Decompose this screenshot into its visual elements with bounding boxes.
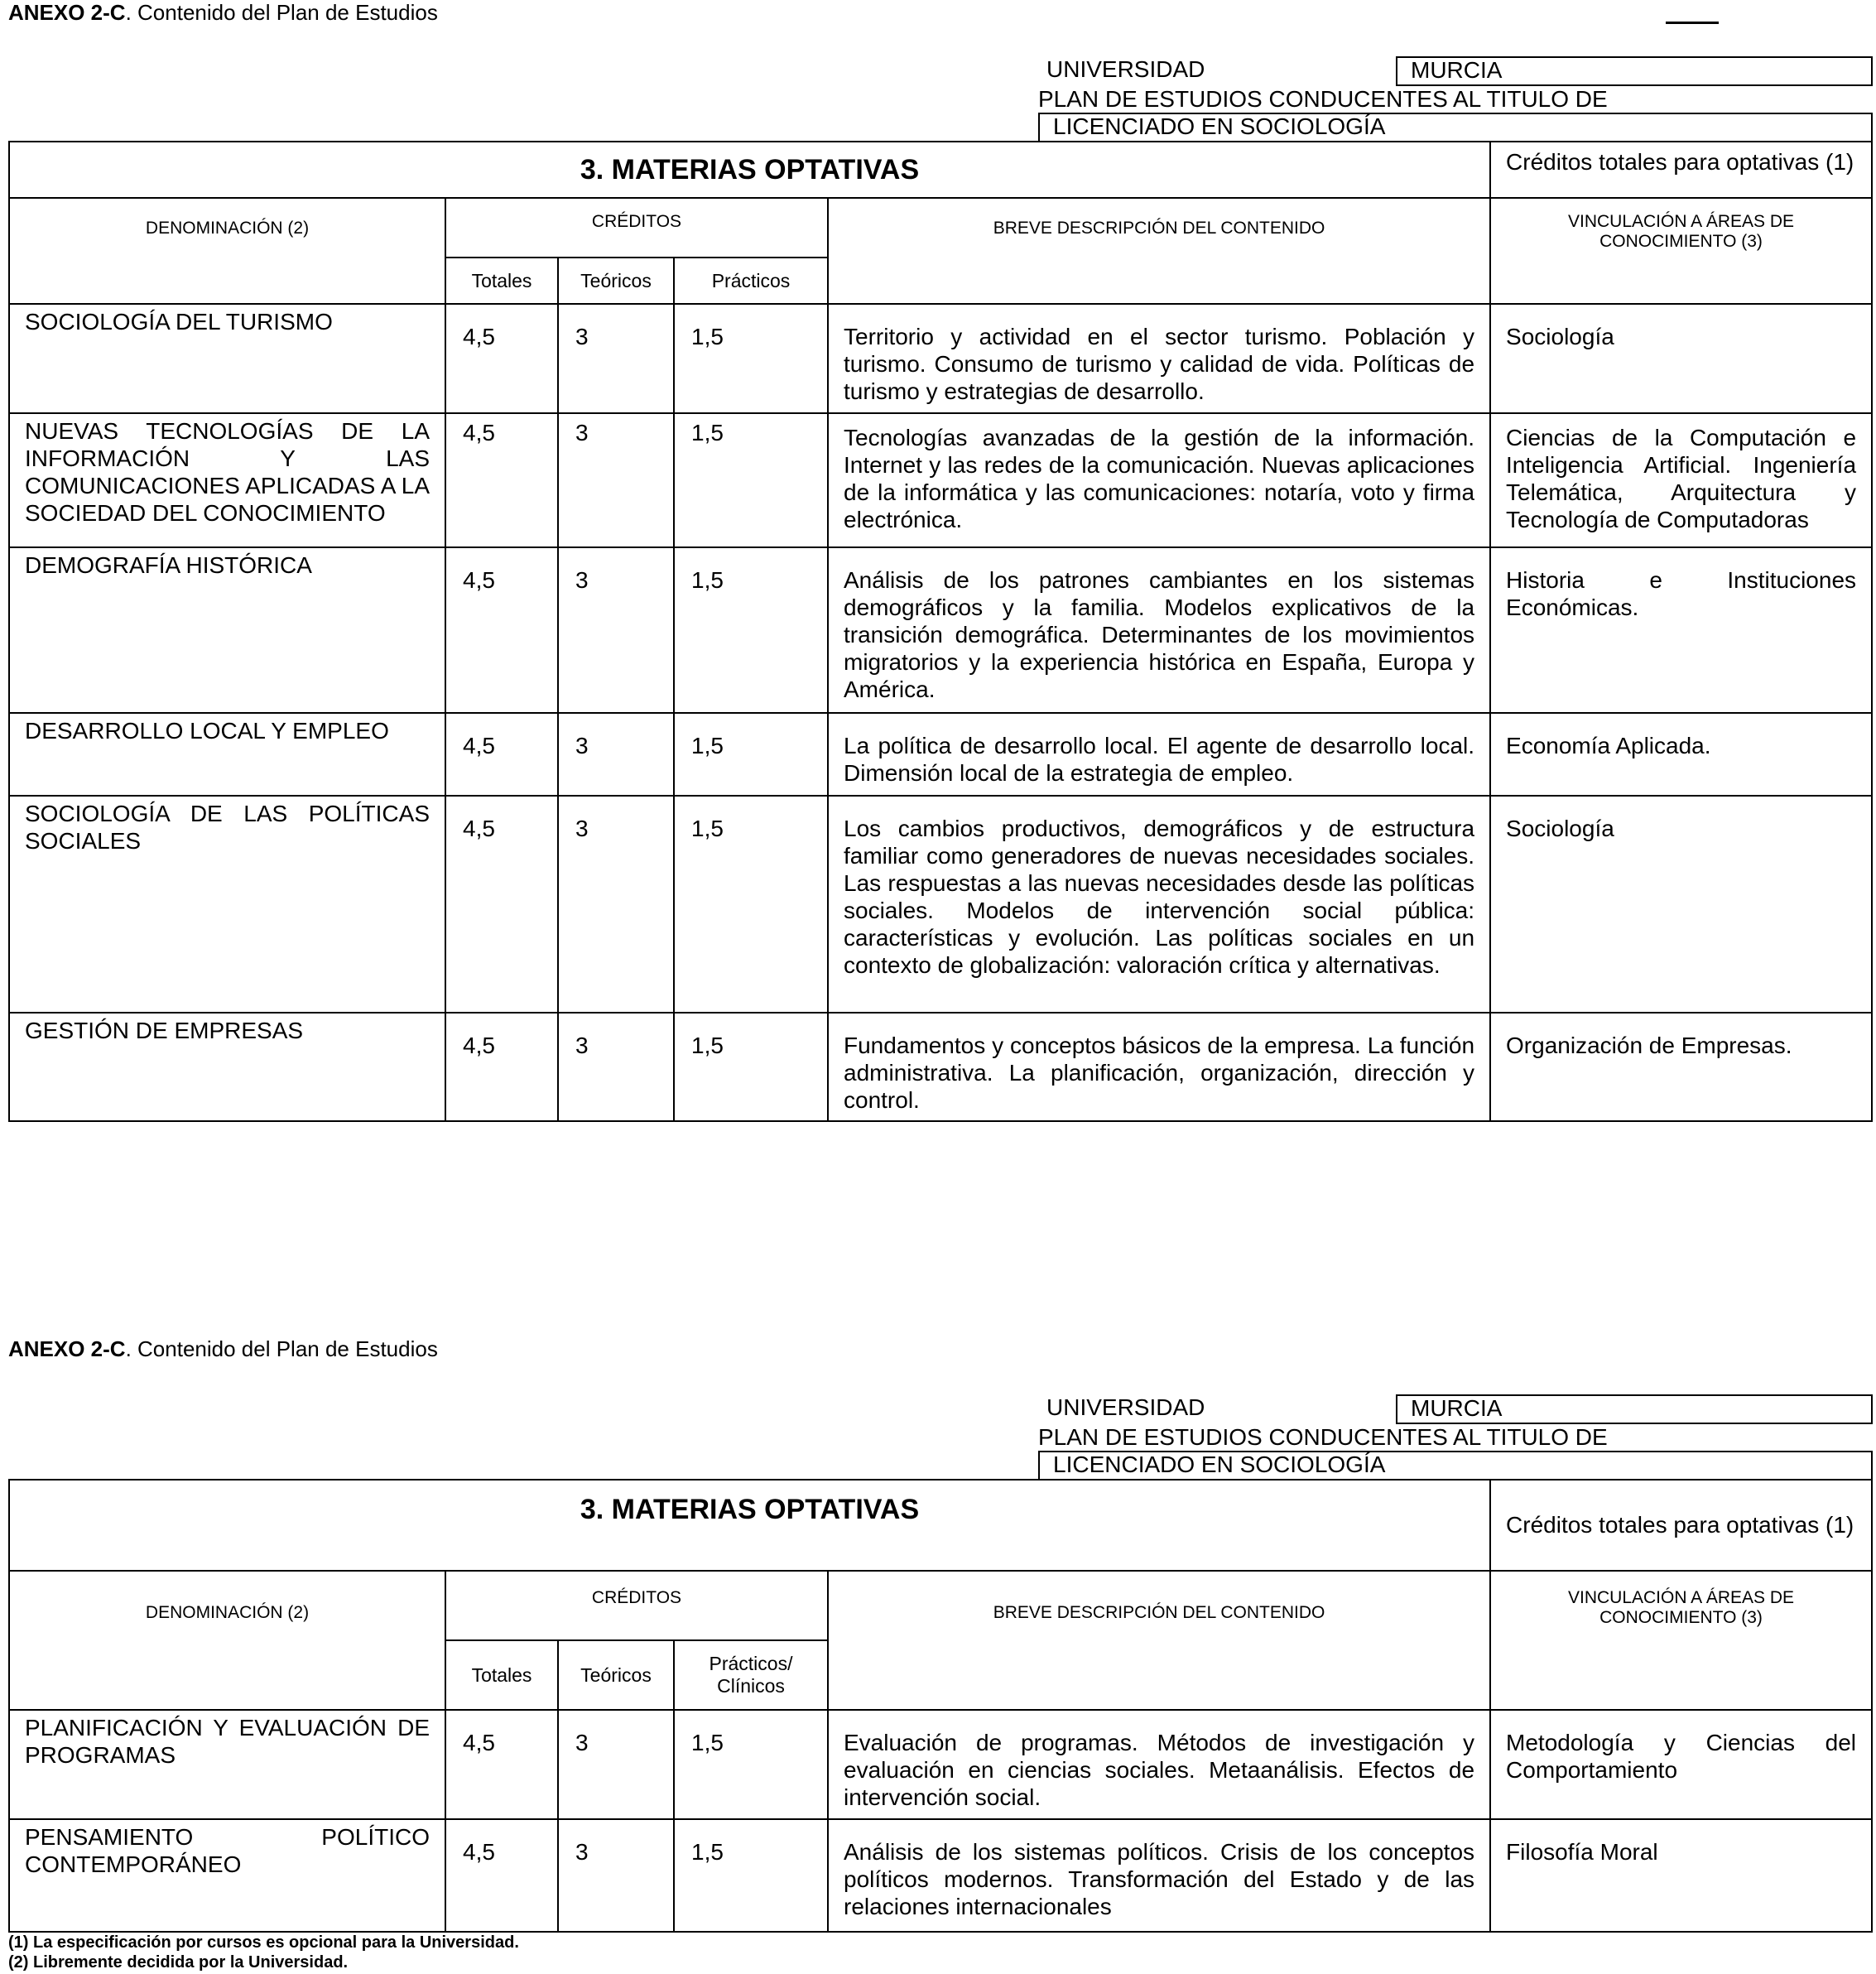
materias-table-1 <box>8 141 1873 1122</box>
table-row <box>9 547 1872 713</box>
row-name: DEMOGRAFÍA HISTÓRICA <box>9 547 445 713</box>
row-totales: 4,5 <box>445 713 558 796</box>
row-totales: 4,5 <box>445 547 558 713</box>
creditos-totales <box>1490 1480 1872 1571</box>
col-practicos: Prácticos <box>674 258 828 304</box>
plan-label: PLAN DE ESTUDIOS CONDUCENTES AL TITULO DE <box>1038 86 1608 112</box>
annex-text: . Contenido del Plan de Estudios <box>125 0 438 25</box>
row-practicos: 1,5 <box>674 413 828 547</box>
row-practicos: 1,5 <box>674 304 828 413</box>
row-name: GESTIÓN DE EMPRESAS <box>9 1013 445 1121</box>
row-name: DESARROLLO LOCAL Y EMPLEO <box>9 713 445 796</box>
titulo-value: LICENCIADO EN SOCIOLOGÍA <box>1038 113 1873 142</box>
table-row <box>9 413 1872 547</box>
row-teoricos: 3 <box>558 304 674 413</box>
annex-label: ANEXO 2-C <box>8 1336 126 1361</box>
row-desc: Análisis de los sistemas políticos. Crisis de los conceptos políticos modernos. Transformación del Estado y de las relaciones internacionales <box>828 1819 1490 1932</box>
row-area: Metodología y Ciencias del Comportamiento <box>1490 1710 1872 1819</box>
universidad-value: MURCIA <box>1396 1394 1873 1424</box>
row-practicos: 1,5 <box>674 713 828 796</box>
col-denominacion: DENOMINACIÓN (2) <box>9 198 445 304</box>
row-area: Filosofía Moral <box>1490 1819 1872 1932</box>
corner-mark <box>1666 22 1719 24</box>
col-teoricos: Teóricos <box>558 258 674 304</box>
footnote-1: (1) La especificación por cursos es opcional para la Universidad. <box>8 1933 519 1952</box>
universidad-label: UNIVERSIDAD <box>1046 1394 1205 1420</box>
row-desc: Tecnologías avanzadas de la gestión de la información. Internet y las redes de la comunicación. Nuevas aplicaciones de la informática y las comunicaciones: notaría, voto y firma electrónica. <box>828 413 1490 547</box>
creditos-totales-label: Créditos totales para optativas (1) <box>1506 1512 1854 1538</box>
col-totales: Totales <box>445 258 558 304</box>
row-name: SOCIOLOGÍA DEL TURISMO <box>9 304 445 413</box>
row-area: Sociología <box>1490 304 1872 413</box>
row-name: SOCIOLOGÍA DE LAS POLÍTICAS SOCIALES <box>9 796 445 1013</box>
row-area: Historia e Instituciones Económicas. <box>1490 547 1872 713</box>
annex-label: ANEXO 2-C <box>8 0 126 25</box>
row-name: PLANIFICACIÓN Y EVALUACIÓN DE PROGRAMAS <box>9 1710 445 1819</box>
table-row <box>9 1013 1872 1121</box>
col-practicos-clinicos: Prácticos/ Clínicos <box>674 1640 828 1710</box>
row-teoricos: 3 <box>558 547 674 713</box>
row-totales: 4,5 <box>445 1013 558 1121</box>
row-totales: 4,5 <box>445 796 558 1013</box>
row-teoricos: 3 <box>558 1710 674 1819</box>
row-teoricos: 3 <box>558 1013 674 1121</box>
row-desc: Evaluación de programas. Métodos de investigación y evaluación en ciencias sociales. Metaanálisis. Efectos de intervención social. <box>828 1710 1490 1819</box>
col-denominacion: DENOMINACIÓN (2) <box>9 1571 445 1710</box>
row-name: PENSAMIENTO POLÍTICO CONTEMPORÁNEO <box>9 1819 445 1932</box>
row-teoricos: 3 <box>558 1819 674 1932</box>
row-totales: 4,5 <box>445 304 558 413</box>
row-practicos: 1,5 <box>674 1710 828 1819</box>
col-descripcion: BREVE DESCRIPCIÓN DEL CONTENIDO <box>828 198 1490 304</box>
col-creditos: CRÉDITOS <box>445 1571 828 1640</box>
universidad-value: MURCIA <box>1396 56 1873 86</box>
annex-text: . Contenido del Plan de Estudios <box>125 1336 438 1361</box>
col-teoricos: Teóricos <box>558 1640 674 1710</box>
row-name: NUEVAS TECNOLOGÍAS DE LA INFORMACIÓN Y LAS COMUNICACIONES APLICADAS A LA SOCIEDAD DEL CONOCIMIENTO <box>9 413 445 547</box>
row-teoricos: 3 <box>558 796 674 1013</box>
table-row <box>9 713 1872 796</box>
table-row <box>9 796 1872 1013</box>
row-practicos: 1,5 <box>674 1819 828 1932</box>
row-totales: 4,5 <box>445 1710 558 1819</box>
row-practicos: 1,5 <box>674 796 828 1013</box>
col-totales: Totales <box>445 1640 558 1710</box>
row-desc: Territorio y actividad en el sector turismo. Población y turismo. Consumo de turismo y calidad de vida. Políticas de turismo y estrategias de desarrollo. <box>828 304 1490 413</box>
row-area: Ciencias de la Computación e Inteligencia Artificial. Ingeniería Telemática, Arquitectura y Tecnología de Computadoras <box>1490 413 1872 547</box>
section-title: 3. MATERIAS OPTATIVAS <box>9 142 1490 198</box>
titulo-value: LICENCIADO EN SOCIOLOGÍA <box>1038 1451 1873 1480</box>
row-area: Sociología <box>1490 796 1872 1013</box>
row-desc: Fundamentos y conceptos básicos de la empresa. La función administrativa. La planificación, organización, dirección y control. <box>828 1013 1490 1121</box>
table-row <box>9 304 1872 413</box>
universidad-label: UNIVERSIDAD <box>1046 56 1205 82</box>
plan-label: PLAN DE ESTUDIOS CONDUCENTES AL TITULO DE <box>1038 1424 1608 1450</box>
annex-heading <box>8 0 438 25</box>
row-teoricos: 3 <box>558 713 674 796</box>
annex-heading <box>8 1336 438 1361</box>
table-row <box>9 1819 1872 1932</box>
creditos-totales <box>1490 142 1872 198</box>
row-desc: Análisis de los patrones cambiantes en los sistemas demográficos y la familia. Modelos explicativos de la transición demográfica. Determinantes de los movimientos migratorios y la experiencia histórica en España, Europa y América. <box>828 547 1490 713</box>
row-desc: La política de desarrollo local. El agente de desarrollo local. Dimensión local de la estrategia de empleo. <box>828 713 1490 796</box>
row-desc: Los cambios productivos, demográficos y de estructura familiar como generadores de nuevas necesidades sociales. Las respuestas a las nuevas necesidades desde las políticas sociales. Modelos de intervención social pública: características y evolución. Las políticas sociales en un contexto de globalización: valoración crítica y alternativas. <box>828 796 1490 1013</box>
col-descripcion: BREVE DESCRIPCIÓN DEL CONTENIDO <box>828 1571 1490 1710</box>
section-title: 3. MATERIAS OPTATIVAS <box>9 1480 1490 1571</box>
row-area: Organización de Empresas. <box>1490 1013 1872 1121</box>
col-creditos: CRÉDITOS <box>445 198 828 258</box>
col-vinculacion: VINCULACIÓN A ÁREAS DE CONOCIMIENTO (3) <box>1490 198 1872 304</box>
row-practicos: 1,5 <box>674 547 828 713</box>
row-teoricos: 3 <box>558 413 674 547</box>
row-area: Economía Aplicada. <box>1490 713 1872 796</box>
row-practicos: 1,5 <box>674 1013 828 1121</box>
row-totales: 4,5 <box>445 413 558 547</box>
table-row <box>9 1710 1872 1819</box>
footnote-2: (2) Libremente decidida por la Universidad. <box>8 1953 349 1972</box>
col-vinculacion: VINCULACIÓN A ÁREAS DE CONOCIMIENTO (3) <box>1490 1571 1872 1710</box>
creditos-totales-label: Créditos totales para optativas (1) <box>1506 149 1854 175</box>
row-totales: 4,5 <box>445 1819 558 1932</box>
materias-table-2 <box>8 1479 1873 1933</box>
